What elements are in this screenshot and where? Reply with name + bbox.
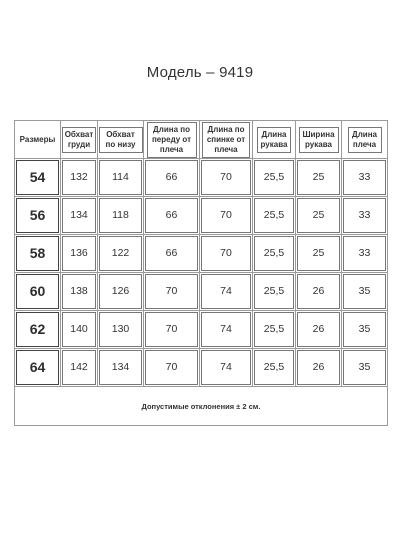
cell-sleeve-width: 25 xyxy=(296,159,342,197)
cell-sleeve-width: 25 xyxy=(296,235,342,273)
header-sleeve-width: Ширина рукава xyxy=(296,121,342,159)
cell-back-length: 74 xyxy=(200,273,253,311)
cell-sleeve-width: 26 xyxy=(296,311,342,349)
header-size: Размеры xyxy=(15,121,61,159)
cell-chest: 132 xyxy=(61,159,98,197)
cell-shoulder-length: 33 xyxy=(342,159,388,197)
cell-hem: 130 xyxy=(98,311,144,349)
cell-hem: 122 xyxy=(98,235,144,273)
cell-shoulder-length: 33 xyxy=(342,235,388,273)
header-shoulder-length: Длина плеча xyxy=(342,121,388,159)
cell-size: 60 xyxy=(15,273,61,311)
cell-front-length: 70 xyxy=(144,349,200,387)
cell-front-length: 66 xyxy=(144,197,200,235)
cell-chest: 136 xyxy=(61,235,98,273)
cell-shoulder-length: 35 xyxy=(342,349,388,387)
cell-front-length: 70 xyxy=(144,311,200,349)
tolerance-note: Допустимые отклонения ± 2 см. xyxy=(15,387,388,426)
cell-front-length: 66 xyxy=(144,159,200,197)
header-hem: Обхват по низу xyxy=(98,121,144,159)
model-title: Модель – 9419 xyxy=(146,64,254,81)
cell-size: 62 xyxy=(15,311,61,349)
cell-shoulder-length: 35 xyxy=(342,311,388,349)
cell-hem: 134 xyxy=(98,349,144,387)
cell-back-length: 70 xyxy=(200,197,253,235)
cell-sleeve-length: 25,5 xyxy=(253,159,296,197)
cell-shoulder-length: 33 xyxy=(342,197,388,235)
cell-sleeve-length: 25,5 xyxy=(253,311,296,349)
cell-hem: 114 xyxy=(98,159,144,197)
table-row xyxy=(15,159,388,197)
cell-hem: 126 xyxy=(98,273,144,311)
size-table xyxy=(14,120,388,426)
cell-back-length: 74 xyxy=(200,349,253,387)
cell-sleeve-length: 25,5 xyxy=(253,273,296,311)
table-row xyxy=(15,235,388,273)
cell-size: 56 xyxy=(15,197,61,235)
table-row xyxy=(15,197,388,235)
cell-hem: 118 xyxy=(98,197,144,235)
cell-sleeve-width: 26 xyxy=(296,273,342,311)
header-front-length: Длина по переду от плеча xyxy=(144,121,200,159)
cell-size: 58 xyxy=(15,235,61,273)
cell-chest: 134 xyxy=(61,197,98,235)
cell-sleeve-length: 25,5 xyxy=(253,197,296,235)
header-sleeve-length: Длина рукава xyxy=(253,121,296,159)
cell-chest: 140 xyxy=(61,311,98,349)
cell-size: 64 xyxy=(15,349,61,387)
header-back-length: Длина по спинке от плеча xyxy=(200,121,253,159)
cell-sleeve-length: 25,5 xyxy=(253,235,296,273)
cell-sleeve-length: 25,5 xyxy=(253,349,296,387)
table-row xyxy=(15,311,388,349)
header-row xyxy=(15,121,388,159)
cell-back-length: 74 xyxy=(200,311,253,349)
table-row xyxy=(15,273,388,311)
cell-chest: 142 xyxy=(61,349,98,387)
cell-size: 54 xyxy=(15,159,61,197)
cell-back-length: 70 xyxy=(200,159,253,197)
cell-back-length: 70 xyxy=(200,235,253,273)
table-row xyxy=(15,349,388,387)
header-chest: Обхват груди xyxy=(61,121,98,159)
cell-sleeve-width: 25 xyxy=(296,197,342,235)
cell-sleeve-width: 26 xyxy=(296,349,342,387)
cell-chest: 138 xyxy=(61,273,98,311)
cell-front-length: 66 xyxy=(144,235,200,273)
cell-front-length: 70 xyxy=(144,273,200,311)
cell-shoulder-length: 35 xyxy=(342,273,388,311)
